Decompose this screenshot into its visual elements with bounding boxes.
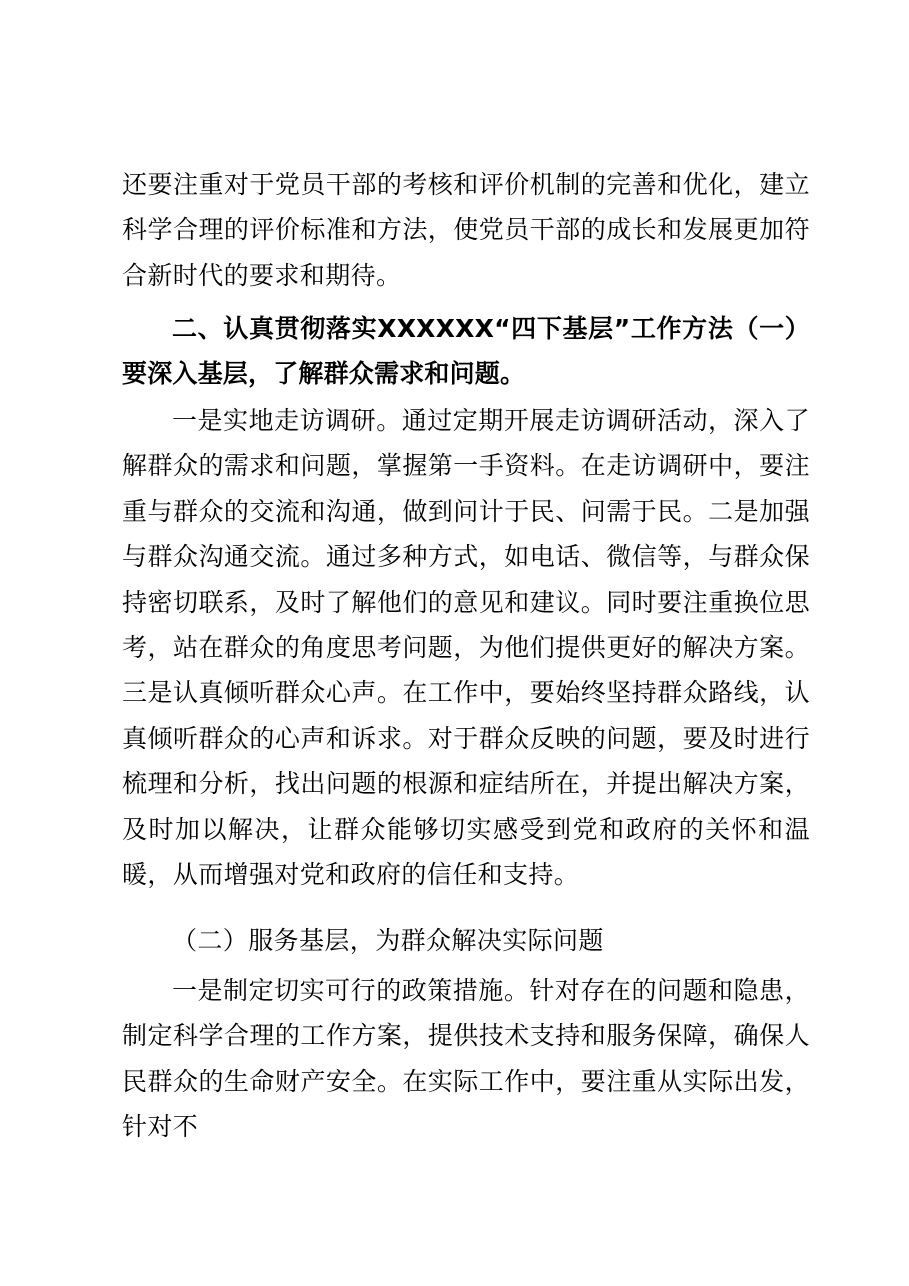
paragraph-body: 一是实地走访调研。通过定期开展走访调研活动，深入了解群众的需求和问题，掌握第一手资料。在走访调研中，要注重与群众的交流和沟通，做到问计于民、问需于民。二是加强与群众沟通交流。通过多种方式，如电话、微信等，与群众保持密切联系，及时了解他们的意见和建议。同时要注重换位思考，站在群众的角度思考问题，为他们提供更好的解决方案。三是认真倾听群众心声。在工作中，要始终坚持群众路线，认真倾听群众的心声和诉求。对于群众反映的问题，要及时进行梳理和分析，找出问题的根源和症结所在，并提出解决方案，及时加以解决，让群众能够切实感受到党和政府的关怀和温暖，从而增强对党和政府的信任和支持。 — [122, 406, 810, 890]
paragraph-body-2: 一是制定切实可行的政策措施。针对存在的问题和隐患，制定科学合理的工作方案，提供技术支持和服务保障，确保人民群众的生命财产安全。在实际工作中，要注重从实际出发，针对不 — [122, 976, 810, 1142]
subsection-heading: （二）服务基层，为群众解决实际问题 — [172, 926, 604, 955]
paragraph-continuation: 还要注重对于党员干部的考核和评价机制的完善和优化，建立科学合理的评价标准和方法，使党员干部的成长和发展更加符合新时代的要求和期待。 — [122, 170, 810, 290]
section-heading: 二、认真贯彻落实XXXXXX“四下基层”工作方法（一）要深入基层，了解群众需求和问题。 — [122, 314, 810, 389]
